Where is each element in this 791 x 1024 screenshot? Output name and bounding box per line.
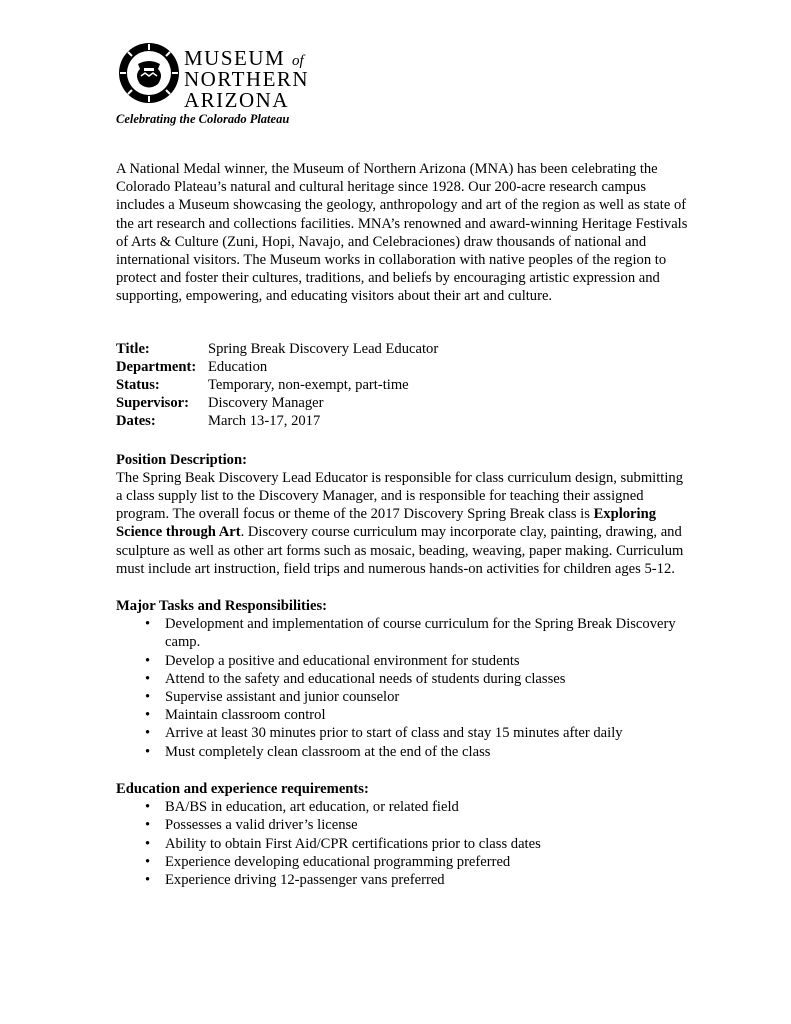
detail-row-dates	[116, 412, 688, 430]
detail-label: Title:	[116, 340, 150, 357]
logo-word-museum: MUSEUM	[184, 46, 286, 70]
detail-label: Supervisor:	[116, 395, 189, 412]
logo-text-line3: ARIZONA	[184, 88, 289, 112]
list-item: • Attend to the safety and educational needs of students during classes	[116, 670, 688, 688]
detail-row-status	[116, 376, 688, 394]
detail-row-department	[116, 358, 688, 376]
requirements-list	[116, 798, 688, 889]
detail-value: Discovery Manager	[208, 395, 324, 412]
list-item: • BA/BS in education, art education, or related field	[116, 798, 688, 816]
document-body	[116, 160, 688, 908]
intro-paragraph: A National Medal winner, the Museum of Northern Arizona (MNA) has been celebrating the Colorado Plateau’s natural and cultural heritage since 1928. Our 200-acre research campus includes a Museum showcasing the geology, anthropology and art of the region as well as state of the art research and collections facilities. MNA’s renowned and award-winning Heritage Festivals of Arts & Culture (Zuni, Hopi, Navajo, and Celebraciones) draw thousands of national and international visitors. The Museum works in collaboration with native peoples of the region to protect and foster their cultures, traditions, and beliefs by encouraging artistic expression and supporting, empowering, and educating visitors about their art and culture.	[116, 161, 688, 305]
position-description-section	[116, 451, 688, 578]
detail-label: Dates:	[116, 413, 156, 430]
tasks-list	[116, 615, 688, 761]
description-text-part: The Spring Beak Discovery Lead Educator is responsible for class curriculum design, submitting a class supply list to the Discovery Manager, and is responsible for teaching their assigned program. The overall focus or theme of the 2017 Discovery Spring Break class is	[116, 469, 683, 523]
tasks-section	[116, 597, 688, 761]
description-emphasis: Exploring Science through Art	[116, 506, 657, 541]
list-item: • Supervise assistant and junior counselor	[116, 688, 688, 706]
requirements-section	[116, 780, 688, 889]
logo-word-of: of	[291, 53, 304, 69]
section-heading: Education and experience requirements:	[116, 780, 369, 797]
detail-value: Education	[208, 358, 268, 375]
logo-text-line2: NORTHERN	[184, 67, 310, 91]
detail-value: Spring Break Discovery Lead Educator	[208, 340, 439, 357]
list-item: • Maintain classroom control	[116, 706, 688, 724]
detail-value: March 13-17, 2017	[208, 413, 321, 430]
detail-row-supervisor	[116, 394, 688, 412]
museum-emblem-icon	[118, 42, 180, 104]
detail-value: Temporary, non-exempt, part-time	[208, 377, 409, 394]
detail-label: Department:	[116, 358, 197, 375]
detail-row-title	[116, 340, 688, 358]
list-item: • Experience developing educational programming preferred	[116, 853, 688, 871]
list-item: • Development and implementation of course curriculum for the Spring Break Discovery camp.	[116, 615, 688, 651]
museum-logo	[116, 40, 396, 135]
detail-label: Status:	[116, 377, 160, 394]
list-item: • Possesses a valid driver’s license	[116, 816, 688, 834]
logo-tagline: Celebrating the Colorado Plateau	[116, 112, 290, 126]
list-item: • Must completely clean classroom at the end of the class	[116, 743, 688, 761]
section-heading: Major Tasks and Responsibilities:	[116, 598, 327, 615]
job-details	[116, 340, 688, 431]
list-item: • Arrive at least 30 minutes prior to start of class and stay 15 minutes after daily	[116, 724, 688, 742]
list-item: • Experience driving 12-passenger vans preferred	[116, 871, 688, 889]
section-heading: Position Description:	[116, 451, 247, 468]
position-description-text	[116, 469, 688, 578]
description-text-part: . Discovery course curriculum may incorporate clay, painting, drawing, and sculpture as well as other art forms such as mosaic, beading, weaving, paper making. Curriculum must include art instruction, field trips and numerous hands-on activities for children ages 5-12.	[116, 524, 684, 577]
list-item: • Ability to obtain First Aid/CPR certifications prior to class dates	[116, 835, 688, 853]
list-item: • Develop a positive and educational environment for students	[116, 652, 688, 670]
